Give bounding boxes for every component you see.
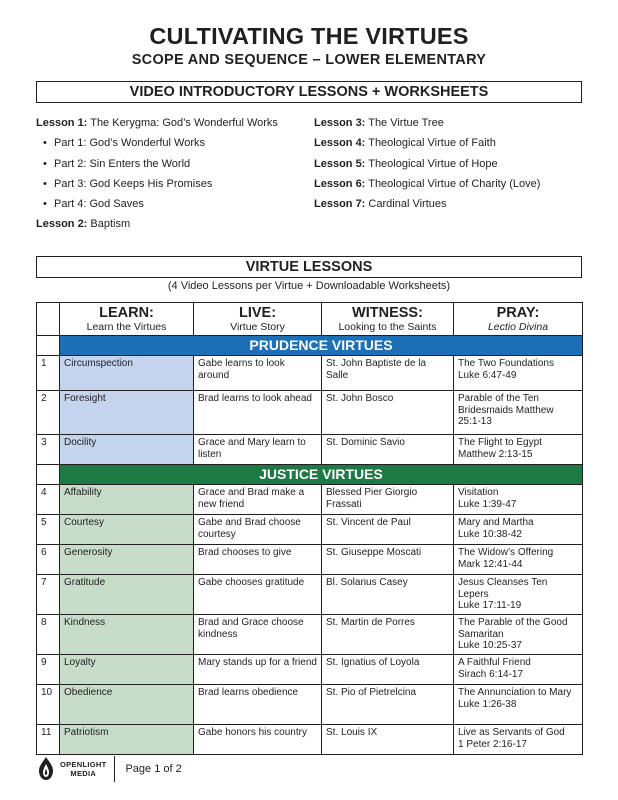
saint-name: St. John Baptiste de la Salle [322,356,454,391]
virtue-story: Gabe learns to look around [194,356,322,391]
page-footer [36,754,182,784]
table-row [37,545,583,575]
section-num-cell [37,465,60,485]
virtue-story: Gabe chooses gratitude [194,575,322,615]
lesson-1-part-4: • Part 4: God Saves [36,194,316,214]
intro-section-header: VIDEO INTRODUCTORY LESSONS + WORKSHEETS [36,81,582,103]
passage-title: Mary and Martha [458,517,534,528]
section-num-cell [37,336,60,356]
passage-reference: Luke 17:11-19 [458,600,522,611]
saint-name: St. Louis IX [322,725,454,755]
scripture-passage [454,615,583,655]
virtue-name: Patriotism [60,725,194,755]
virtue-name: Obedience [60,685,194,725]
header-live: LIVE: Virtue Story [194,303,322,336]
header-pray: PRAY: Lectio Divina [454,303,583,336]
lesson-1-part-3: • Part 3: God Keeps His Promises [36,174,316,194]
scripture-passage [454,575,583,615]
passage-reference: Luke 10:38-42 [458,528,522,540]
lesson-1-part-2: • Part 2: Sin Enters the World [36,154,316,174]
lesson-5: Lesson 5: Theological Virtue of Hope [314,157,498,170]
virtue-story: Brad learns to look ahead [194,391,322,435]
scripture-passage [454,435,583,465]
virtue-name: Kindness [60,615,194,655]
passage-title: The Two Foundations [458,358,554,369]
virtue-story: Gabe and Brad choose courtesy [194,515,322,545]
passage-reference: Luke 1:26-38 [458,698,517,710]
table-row [37,575,583,615]
passage-title: The Flight to Egypt [458,437,542,448]
virtue-story: Mary stands up for a friend [194,655,322,685]
saint-name: St. John Bosco [322,391,454,435]
table-row [37,655,583,685]
virtue-story: Grace and Mary learn to listen [194,435,322,465]
lesson-number: 9 [37,655,60,685]
saint-name: St. Martin de Porres [322,615,454,655]
virtue-name: Generosity [60,545,194,575]
lesson-7: Lesson 7: Cardinal Virtues [314,198,447,211]
passage-reference: Luke 1:39-47 [458,498,517,510]
prudence-section-row [37,336,583,356]
table-row [37,356,583,391]
saint-name: St. Pio of Pietrelcina [322,685,454,725]
virtue-story: Brad chooses to give [194,545,322,575]
lesson-number: 2 [37,391,60,435]
lesson-1-part-1: • Part 1: God’s Wonderful Works [36,133,316,153]
virtue-section-header: VIRTUE LESSONS [36,256,582,278]
lesson-number: 6 [37,545,60,575]
virtue-name: Foresight [60,391,194,435]
document-subtitle: SCOPE AND SEQUENCE – LOWER ELEMENTARY [131,52,487,68]
passage-reference: 25:1-13 [458,416,492,427]
passage-title: Visitation [458,487,499,498]
virtue-name: Affability [60,485,194,515]
table-row [37,615,583,655]
justice-section-row [37,465,583,485]
virtue-name: Courtesy [60,515,194,545]
virtue-lessons-table [36,302,583,755]
lesson-number: 7 [37,575,60,615]
table-row [37,435,583,465]
passage-title: Live as Servants of God [458,727,565,738]
lesson-number: 1 [37,356,60,391]
scripture-passage [454,725,583,755]
passage-reference: Mark 12:41-44 [458,558,523,570]
passage-title: The Parable of the Good Samaritan [458,617,568,640]
intro-right-column [314,113,584,214]
lesson-6: Lesson 6: Theological Virtue of Charity (Love) [314,177,541,190]
virtue-story: Gabe honors his country [194,725,322,755]
intro-left-column [36,113,316,235]
openlight-flame-icon [36,756,56,782]
virtue-story: Brad and Grace choose kindness [194,615,322,655]
virtue-name: Docility [60,435,194,465]
passage-title: Jesus Cleanses Ten Lepers [458,577,548,600]
justice-section-label: JUSTICE VIRTUES [60,465,583,485]
lesson-2: Lesson 2: Baptism [36,218,131,231]
passage-reference: Luke 6:47-49 [458,369,517,381]
lesson-number: 8 [37,615,60,655]
scripture-passage [454,356,583,391]
lesson-number: 11 [37,725,60,755]
passage-title: Parable of the Ten Bridesmaids Matthew [458,393,554,416]
table-row [37,685,583,725]
lesson-number: 5 [37,515,60,545]
table-row [37,391,583,435]
table-header-row [37,303,583,336]
passage-reference: Sirach 6:14-17 [458,668,524,680]
virtue-name: Loyalty [60,655,194,685]
lesson-3: Lesson 3: The Virtue Tree [314,117,444,129]
table-row [37,515,583,545]
virtue-story: Brad learns obedience [194,685,322,725]
table-row [37,485,583,515]
passage-reference: Matthew 2:13-15 [458,448,533,460]
saint-name: Blessed Pier Giorgio Frassati [322,485,454,515]
header-learn: LEARN: Learn the Virtues [60,303,194,336]
lesson-number: 4 [37,485,60,515]
lesson-1: Lesson 1: The Kerygma: God’s Wonderful Works [36,117,278,129]
virtue-story: Grace and Brad make a new friend [194,485,322,515]
brand-logo: OPENLIGHT MEDIA [60,760,107,778]
page-number: Page 1 of 2 [125,763,182,775]
saint-name: Bl. Solanus Casey [322,575,454,615]
scripture-passage [454,685,583,725]
prudence-section-label: PRUDENCE VIRTUES [60,336,583,356]
scripture-passage [454,391,583,435]
header-num-cell [37,303,60,336]
document-title: CULTIVATING THE VIRTUES [149,23,469,49]
saint-name: St. Ignatius of Loyola [322,655,454,685]
footer-divider [114,756,115,782]
scripture-passage [454,485,583,515]
virtue-name: Circumspection [60,356,194,391]
passage-title: The Widow’s Offering [458,547,554,558]
saint-name: St. Dominic Savio [322,435,454,465]
saint-name: St. Giuseppe Moscati [322,545,454,575]
passage-title: The Annunciation to Mary [458,687,572,698]
saint-name: St. Vincent de Paul [322,515,454,545]
scripture-passage [454,655,583,685]
lesson-number: 3 [37,435,60,465]
passage-reference: 1 Peter 2:16-17 [458,738,527,750]
virtue-name: Gratitude [60,575,194,615]
passage-reference: Luke 10:25-37 [458,640,522,651]
lesson-4: Lesson 4: Theological Virtue of Faith [314,137,496,150]
table-row [37,725,583,755]
scripture-passage [454,515,583,545]
header-witness: WITNESS: Looking to the Saints [322,303,454,336]
passage-title: A Faithful Friend [458,657,531,668]
virtue-section-subtitle: (4 Video Lessons per Virtue + Downloadable Worksheets) [167,280,451,292]
scripture-passage [454,545,583,575]
lesson-number: 10 [37,685,60,725]
